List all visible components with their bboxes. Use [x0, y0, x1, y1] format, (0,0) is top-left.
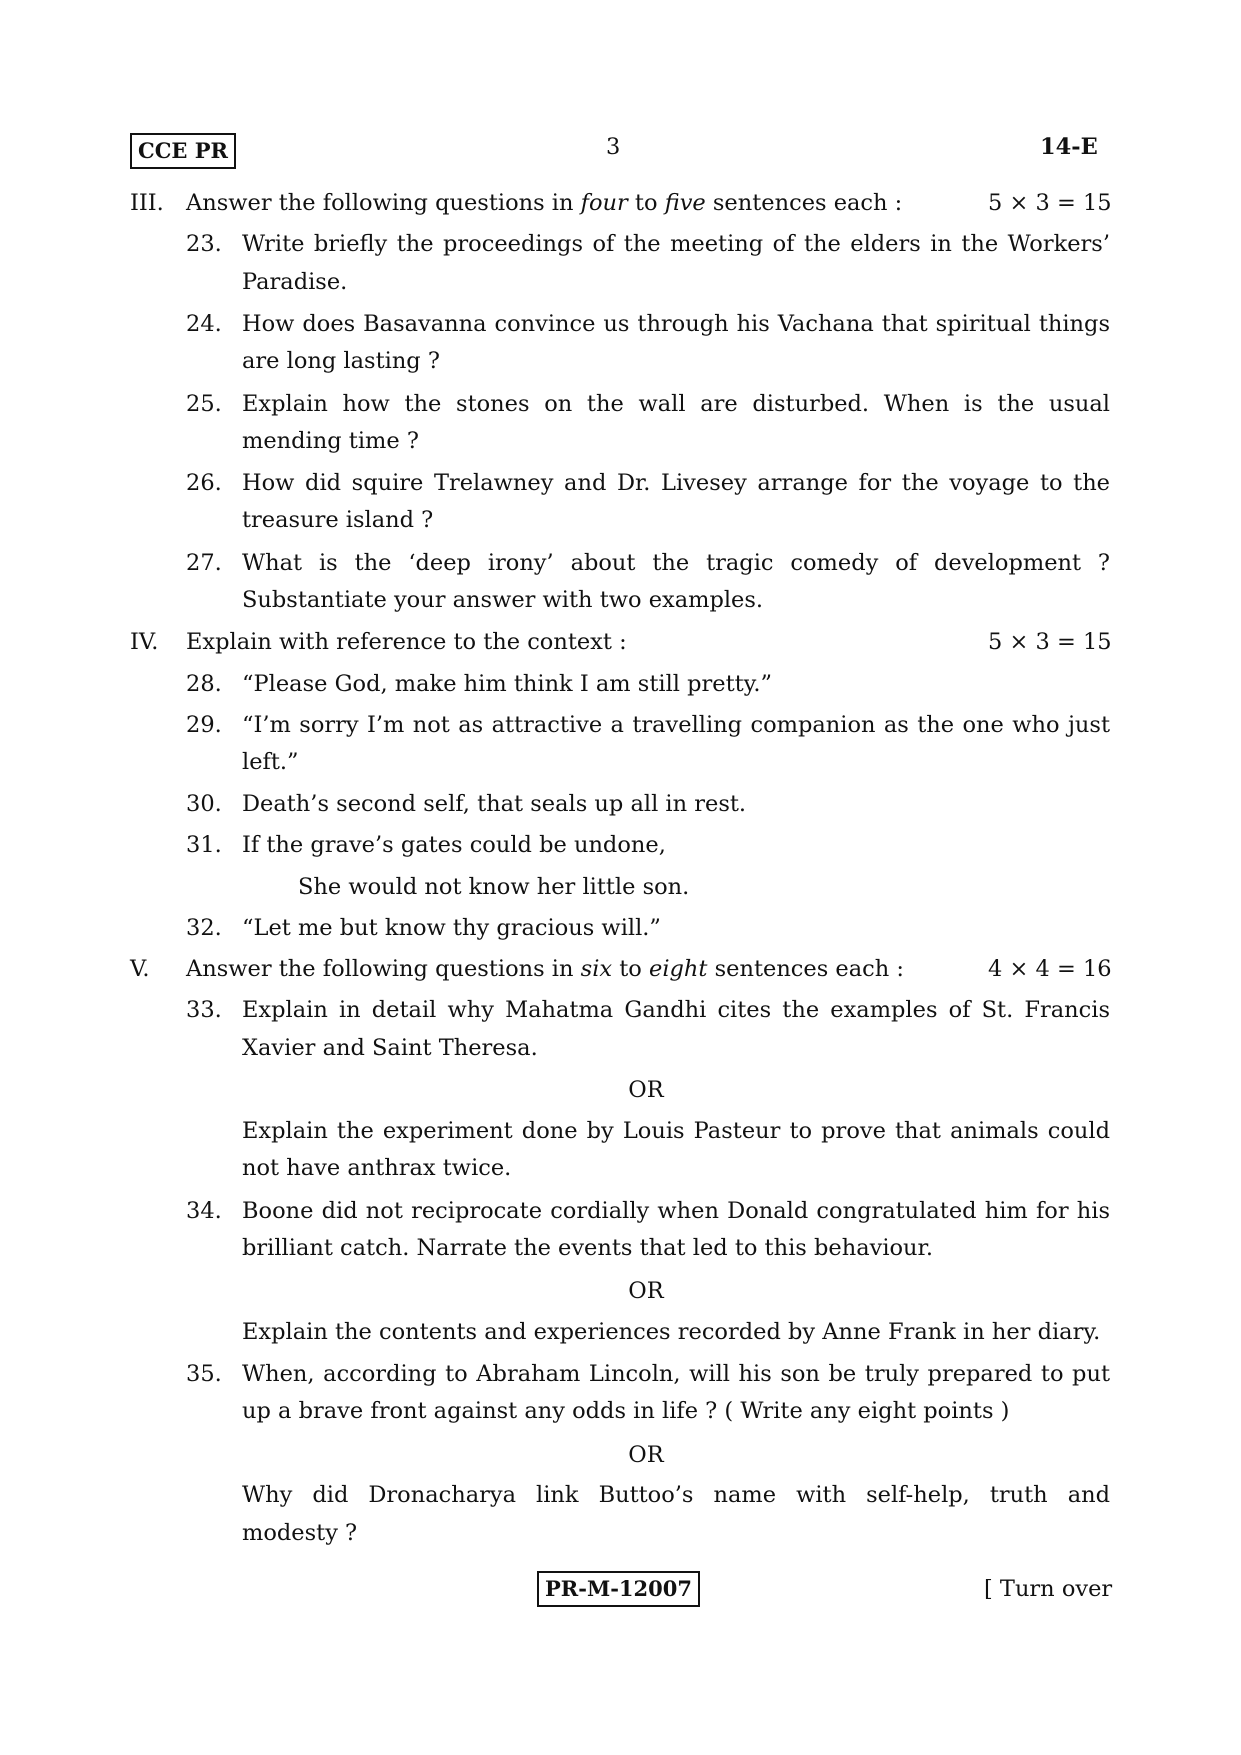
question-number: 29. — [186, 712, 222, 738]
question-number: 33. — [186, 997, 222, 1023]
question-text: When, according to Abraham Lincoln, will his son be truly prepared to put — [242, 1361, 1110, 1387]
question-text: Explain in detail why Mahatma Gandhi cites the examples of St. Francis — [242, 997, 1110, 1023]
question-text: If the grave’s gates could be undone, — [242, 832, 666, 858]
question-text: Boone did not reciprocate cordially when Donald congratulated him for his — [242, 1198, 1110, 1224]
question-text: Write briefly the proceedings of the meeting of the elders in the Workers’ — [242, 231, 1110, 257]
or-separator: OR — [628, 1077, 664, 1103]
question-text: How did squire Trelawney and Dr. Livesey arrange for the voyage to the — [242, 470, 1110, 496]
question-number: 23. — [186, 231, 222, 257]
cce-pr-box: CCE PR — [130, 133, 236, 169]
or-separator: OR — [628, 1278, 664, 1304]
question-number: 30. — [186, 791, 222, 817]
question-text: left.” — [242, 749, 299, 775]
section-iv-instruction: Explain with reference to the context : — [186, 629, 627, 655]
question-text: treasure island ? — [242, 507, 434, 533]
section-v-marks: 4 × 4 = 16 — [988, 956, 1112, 982]
question-text: Substantiate your answer with two examples. — [242, 587, 764, 613]
or-separator: OR — [628, 1442, 664, 1468]
question-text: How does Basavanna convince us through his Vachana that spiritual things — [242, 311, 1110, 337]
question-text: Explain the contents and experiences recorded by Anne Frank in her diary. — [242, 1319, 1101, 1345]
question-text: brilliant catch. Narrate the events that led to this behaviour. — [242, 1235, 933, 1261]
question-text: Why did Dronacharya link Buttoo’s name with self-help, truth and — [242, 1482, 1110, 1508]
question-number: 27. — [186, 550, 222, 576]
question-number: 32. — [186, 915, 222, 941]
turn-over-note: [ Turn over — [984, 1576, 1113, 1602]
footer-code-box: PR-M-12007 — [537, 1571, 700, 1607]
question-text: Death’s second self, that seals up all in rest. — [242, 791, 747, 817]
question-text: are long lasting ? — [242, 348, 440, 374]
question-text: Paradise. — [242, 269, 348, 295]
section-iv-numeral: IV. — [130, 629, 159, 655]
section-iii-numeral: III. — [130, 190, 164, 216]
section-iii-instruction: Answer the following questions in four to five sentences each : — [186, 190, 903, 216]
question-text: What is the ‘deep irony’ about the tragic comedy of development ? — [242, 550, 1110, 576]
question-text: Explain the experiment done by Louis Pasteur to prove that animals could — [242, 1118, 1110, 1144]
section-iv-marks: 5 × 3 = 15 — [988, 629, 1112, 655]
question-number: 28. — [186, 671, 222, 697]
question-text: Explain how the stones on the wall are disturbed. When is the usual — [242, 391, 1110, 417]
question-text: up a brave front against any odds in life ? ( Write any eight points ) — [242, 1398, 1010, 1424]
question-number: 34. — [186, 1198, 222, 1224]
question-number: 25. — [186, 391, 222, 417]
question-text: Xavier and Saint Theresa. — [242, 1035, 538, 1061]
question-text: “I’m sorry I’m not as attractive a travelling companion as the one who just — [242, 712, 1110, 738]
question-text: modesty ? — [242, 1520, 358, 1546]
page-number: 3 — [606, 134, 621, 160]
section-iii-marks: 5 × 3 = 15 — [988, 190, 1112, 216]
question-text: “Please God, make him think I am still pretty.” — [242, 671, 773, 697]
paper-code: 14-E — [1040, 134, 1098, 160]
question-text: mending time ? — [242, 428, 419, 454]
question-number: 31. — [186, 832, 222, 858]
question-number: 24. — [186, 311, 222, 337]
question-number: 26. — [186, 470, 222, 496]
question-text: “Let me but know thy gracious will.” — [242, 915, 661, 941]
question-number: 35. — [186, 1361, 222, 1387]
question-text: She would not know her little son. — [298, 874, 690, 900]
question-text: not have anthrax twice. — [242, 1155, 512, 1181]
section-v-instruction: Answer the following questions in six to eight sentences each : — [186, 956, 904, 982]
section-v-numeral: V. — [130, 956, 150, 982]
